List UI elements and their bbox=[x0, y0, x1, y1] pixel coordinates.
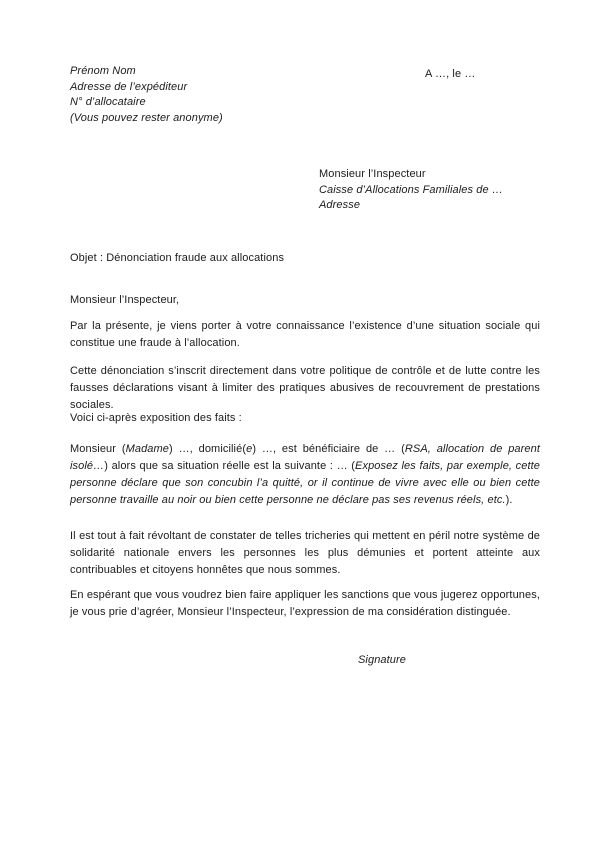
sender-name: Prénom Nom bbox=[70, 65, 136, 77]
sender-address: Adresse de l’expéditeur bbox=[70, 80, 188, 93]
letter-text-segment: Exposez les faits, par exemple, cette personne déclare que son concubin l’a quitté, or il continue de vivre avec elle ou bien cette personne travaille au noir ou bien cette personne ne déclare pas ses revenus réels, etc. bbox=[70, 460, 540, 506]
paragraph-facts bbox=[70, 441, 540, 509]
letter-text-segment: e bbox=[246, 443, 253, 455]
salutation: Monsieur l’Inspecteur, bbox=[70, 294, 180, 306]
recipient-block bbox=[319, 167, 503, 214]
sender-block bbox=[70, 64, 223, 126]
letter-text-segment: ) …, domicilié( bbox=[169, 443, 247, 455]
recipient-address: Adresse bbox=[319, 199, 361, 211]
subject-line: Objet : Dénonciation fraude aux allocations bbox=[70, 252, 285, 264]
paragraph-outrage: Il est tout à fait révoltant de constater de telles tricheries qui mettent en péril notre système de solidarité nationale envers les personnes les plus démunies et portent atteinte aux contribuables et citoyens honnêtes que nous sommes. bbox=[70, 530, 540, 576]
letter-text-segment: RSA, allocation de parent isolé… bbox=[70, 443, 541, 472]
recipient-organization: Caisse d’Allocations Familiales de … bbox=[319, 183, 503, 196]
recipient-title: Monsieur l’Inspecteur bbox=[319, 168, 426, 180]
letter-text-segment: Monsieur ( bbox=[70, 443, 126, 455]
letter-text-segment: ) alors que sa situation réelle est la suivante : … ( bbox=[104, 460, 356, 472]
sender-beneficiary-number: N° d’allocataire bbox=[70, 96, 146, 108]
place-date-line: A …, le … bbox=[425, 68, 476, 80]
letter-text-segment: ) …, est bénéficiaire de … ( bbox=[252, 443, 405, 455]
facts-intro-line: Voici ci-après exposition des faits : bbox=[70, 412, 242, 424]
paragraph-intro: Par la présente, je viens porter à votre connaissance l’existence d’une situation sociale qui constitue une fraude à l’allocation. bbox=[70, 320, 540, 349]
signature-label: Signature bbox=[358, 654, 406, 666]
letter-text-segment: Madame bbox=[125, 443, 170, 455]
paragraph-closing: En espérant que vous voudrez bien faire appliquer les sanctions que vous jugerez opportunes, je vous prie d’agréer, Monsieur l’Inspecteur, l’expression de ma considération distinguée. bbox=[70, 589, 540, 618]
letter-text-segment: ). bbox=[505, 494, 513, 506]
sender-anonymity-note: (Vous pouvez rester anonyme) bbox=[70, 111, 223, 124]
paragraph-policy: Cette dénonciation s’inscrit directement dans votre politique de contrôle et de lutte contre les fausses déclarations visant à limiter des pratiques abusives de recouvrement de prestations sociales. bbox=[70, 365, 540, 411]
